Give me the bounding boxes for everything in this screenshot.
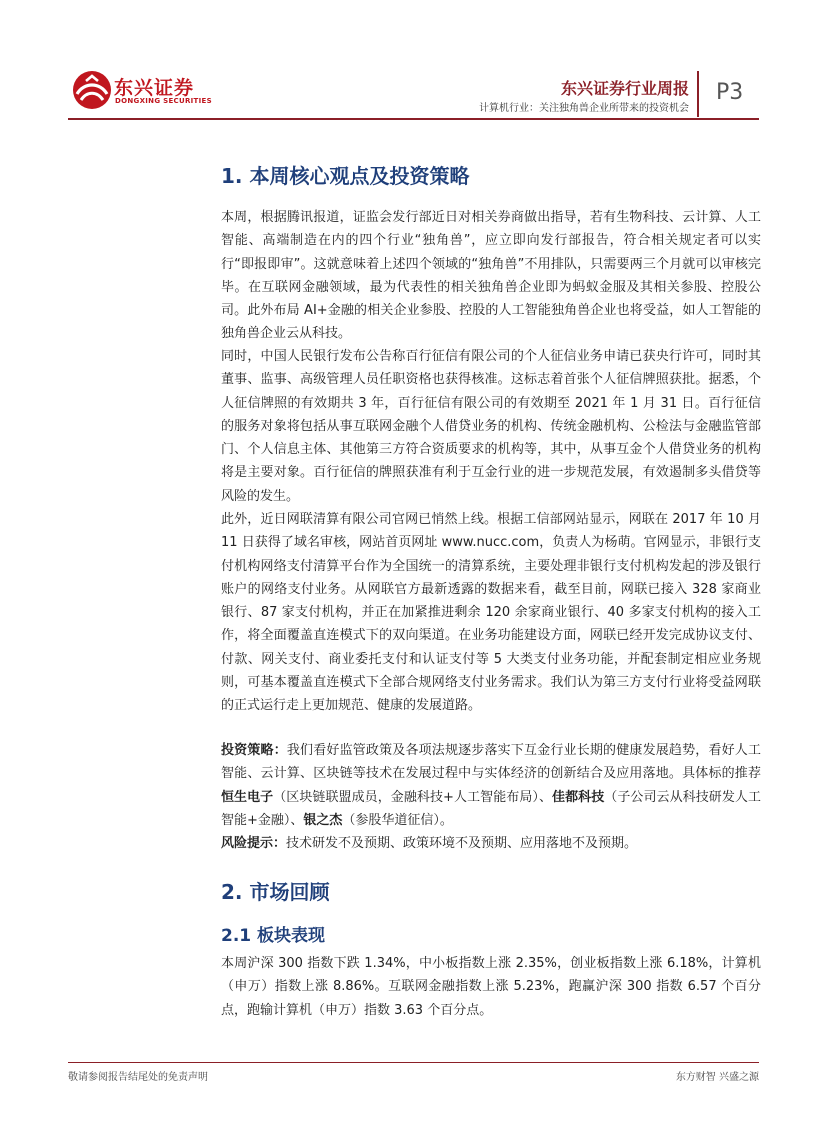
section-2-1-heading: 2.1 板块表现 <box>221 926 326 946</box>
stock-hundsun: 恒生电子 <box>221 789 274 805</box>
footer-slogan: 东方财智 兴盛之源 <box>675 1072 759 1083</box>
header-divider <box>697 71 699 117</box>
header-rule <box>68 118 759 120</box>
section-2-heading: 2. 市场回顾 <box>221 880 330 904</box>
report-subtitle: 计算机行业：关注独角兽企业所带来的投资机会 <box>479 103 689 114</box>
stock-yinzhijie: 银之杰 <box>303 812 343 828</box>
paragraph-investment-strategy <box>221 739 761 832</box>
strategy-text-2: （区块链联盟成员，金融科技+人工智能布局）、 <box>273 789 553 805</box>
section-1-heading: 1. 本周核心观点及投资策略 <box>221 164 470 188</box>
stock-pci: 佳都科技 <box>552 789 605 805</box>
paragraph-market-performance: 本周沪深 300 指数下跌 1.34%，中小板指数上涨 2.35%，创业板指数上涨 6.18%，计算机（申万）指数上涨 8.86%。互联网金融指数上涨 5.23%，跑赢沪深 300 指数 6.57 个百分点，跑输计算机（申万）指数 3.63 个百分点。 <box>221 956 761 1018</box>
paragraph-nucc: 此外，近日网联清算有限公司官网已悄然上线。根据工信部网站显示，网联在 2017 年 10 月 11 日获得了域名审核，网站首页网址 www.nucc.com，负责人为杨萌。官网显示，非银行支付机构网络支付清算平台作为全国统一的清算系统，主要处理非银行支付机构发起的涉及银行账户的网络支付业务。从网联官方最新透露的数据来看，截至目前，网联已接入 328 家商业银行、87 家支付机构，并正在加紧推进剩余 120 余家商业银行、40 多家支付机构的接入工作，将全面覆盖直连模式下的双向渠道。在业务功能建设方面，网联已经开发完成协议支付、付款、网关支付、商业委托支付和认证支付等 5 大类支付业务功能，并配套制定相应业务规则，可基本覆盖直连模式下全部合规网络支付业务需求。我们认为第三方支付行业将受益网联的正式运行走上更加规范、健康的发展道路。 <box>221 512 761 714</box>
strategy-text-3: （子公司云从科技研发人工智能+金融）、 <box>221 789 761 828</box>
report-series-title: 东兴证券行业周报 <box>560 79 689 98</box>
strategy-label: 投资策略： <box>221 743 287 758</box>
logo-text-en: DONGXING SECURITIES <box>115 97 212 105</box>
footer-rule <box>68 1062 759 1063</box>
risk-label: 风险提示： <box>221 836 287 851</box>
paragraph-credit-license: 同时，中国人民银行发布公告称百行征信有限公司的个人征信业务申请已获央行许可，同时其董事、监事、高级管理人员任职资格也获得核准。这标志着首张个人征信牌照获批。据悉，个人征信牌照的有效期共 3 年，百行征信有限公司的有效期至 2021 年 1 月 31 日。百行征信的服务对象将包括从事互联网金融个人借贷业务的机构、传统金融机构、公检法与金融监管部门、个人信息主体、其他第三方符合资质要求的机构等，其中，从事互金个人借贷业务的机构将是主要对象。百行征信的牌照获准有利于互金行业的进一步规范发展，有效遏制多头借贷等风险的发生。 <box>221 349 761 504</box>
strategy-text-1: 我们看好监管政策及各项法规逐步落实下互金行业长期的健康发展趋势，看好人工智能、云计算、区块链等技术在发展过程中与实体经济的创新结合及应用落地。具体标的推荐 <box>221 743 761 782</box>
strategy-text-4: （参股华道征信）。 <box>342 812 453 828</box>
dongxing-logo-icon <box>72 70 112 110</box>
footer-disclaimer-note: 敬请参阅报告结尾处的免责声明 <box>68 1072 208 1083</box>
risk-text: 技术研发不及预期、政策环境不及预期、应用落地不及预期。 <box>286 836 638 851</box>
paragraph-risk <box>221 832 761 855</box>
logo-text-cn: 东兴证券 <box>114 77 195 99</box>
page-number: P3 <box>716 80 744 105</box>
paragraph-unicorn: 本周，根据腾讯报道，证监会发行部近日对相关券商做出指导，若有生物科技、云计算、人工智能、高端制造在内的四个行业“独角兽”，应立即向发行部报告，符合相关规定者可以实行“即报即审”。这就意味着上述四个领域的“独角兽”不用排队，只需要两三个月就可以审核完毕。在互联网金融领域，最为代表性的相关独角兽企业即为蚂蚁金服及其相关参股、控股公司。此外布局 AI+金融的相关企业参股、控股的人工智能独角兽企业也将受益，如人工智能的独角兽企业云从科技。 <box>221 210 761 342</box>
